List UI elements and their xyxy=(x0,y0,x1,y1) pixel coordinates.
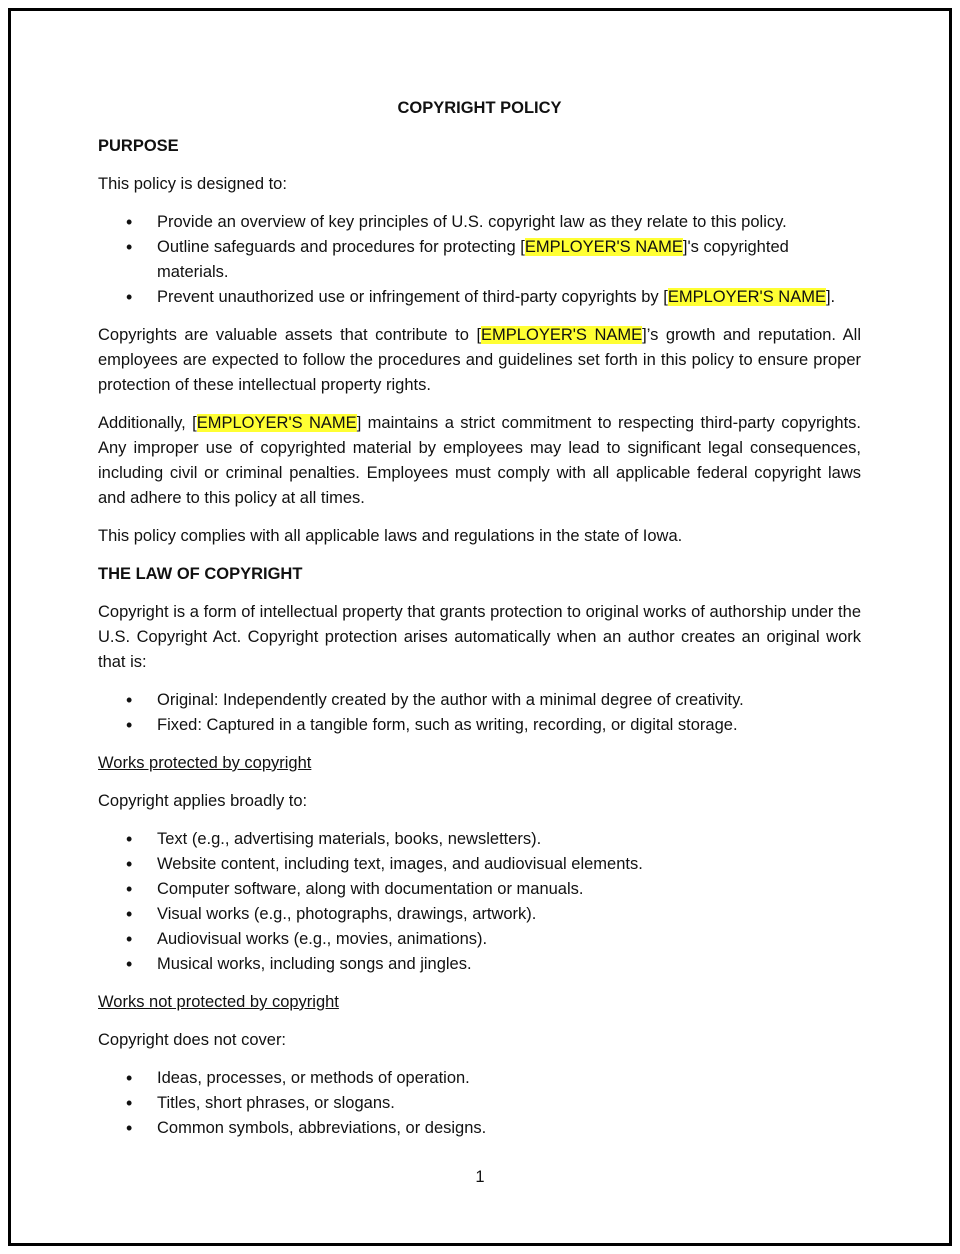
page-number: 1 xyxy=(475,1168,485,1186)
document-title: COPYRIGHT POLICY xyxy=(397,99,562,117)
protected-intro: Copyright applies broadly to: xyxy=(98,792,308,810)
not-protected-intro: Copyright does not cover: xyxy=(98,1031,287,1049)
list-item: • Audiovisual works (e.g., movies, animations). xyxy=(98,927,861,952)
purpose-paragraph-3: This policy complies with all applicable laws and regulations in the state of Iowa. xyxy=(98,527,683,545)
list-item: • Ideas, processes, or methods of operation. xyxy=(98,1066,861,1091)
list-item: • Original: Independently created by the author with a minimal degree of creativity. xyxy=(98,688,861,713)
law-paragraph: Copyright is a form of intellectual property that grants protection to original works of authorship under the U.S. Copyright Act. Copyright protection arises automatically when an author creates an original work that is: xyxy=(98,603,861,671)
list-item: • Fixed: Captured in a tangible form, such as writing, recording, or digital storage. xyxy=(98,713,861,738)
document-body xyxy=(98,96,861,1154)
purpose-intro: This policy is designed to: xyxy=(98,175,287,193)
list-item: • Website content, including text, images, and audiovisual elements. xyxy=(98,852,861,877)
employer-name-placeholder: EMPLOYER'S NAME xyxy=(481,326,643,344)
list-item: • Titles, short phrases, or slogans. xyxy=(98,1091,861,1116)
list-item: • Provide an overview of key principles of U.S. copyright law as they relate to this policy. xyxy=(98,210,861,235)
employer-name-placeholder: EMPLOYER'S NAME xyxy=(196,414,357,432)
purpose-paragraph-2: Additionally, [EMPLOYER'S NAME] maintains a strict commitment to respecting third-party copyrights. Any improper use of copyrighted material by employees may lead to significant legal consequences, including civil or criminal penalties. Employees must comply with all applicable federal copyright laws and adhere to this policy at all times. xyxy=(98,414,861,507)
not-protected-list xyxy=(98,1066,861,1141)
list-item: • Computer software, along with documentation or manuals. xyxy=(98,877,861,902)
list-item: • Visual works (e.g., photographs, drawings, artwork). xyxy=(98,902,861,927)
employer-name-placeholder: EMPLOYER'S NAME xyxy=(667,288,826,306)
subheading-protected: Works protected by copyright xyxy=(98,754,312,772)
list-item: • Musical works, including songs and jingles. xyxy=(98,952,861,977)
list-item: • Prevent unauthorized use or infringement of third-party copyrights by [EMPLOYER'S NAME]. xyxy=(98,285,861,310)
section-heading-law: THE LAW OF COPYRIGHT xyxy=(98,565,303,583)
list-item: • Text (e.g., advertising materials, books, newsletters). xyxy=(98,827,861,852)
purpose-paragraph-1: Copyrights are valuable assets that contribute to [EMPLOYER'S NAME]’s growth and reputation. All employees are expected to follow the procedures and guidelines set forth in this policy to ensure proper protection of these intellectual property rights. xyxy=(98,326,861,394)
purpose-list xyxy=(98,210,861,310)
section-heading-purpose: PURPOSE xyxy=(98,137,179,155)
subheading-not-protected: Works not protected by copyright xyxy=(98,993,339,1011)
protected-list xyxy=(98,827,861,977)
employer-name-placeholder: EMPLOYER'S NAME xyxy=(524,238,683,256)
law-list xyxy=(98,688,861,738)
list-item: • Common symbols, abbreviations, or designs. xyxy=(98,1116,861,1141)
list-item: • Outline safeguards and procedures for protecting [EMPLOYER'S NAME]'s copyrighted materials. xyxy=(98,235,861,285)
